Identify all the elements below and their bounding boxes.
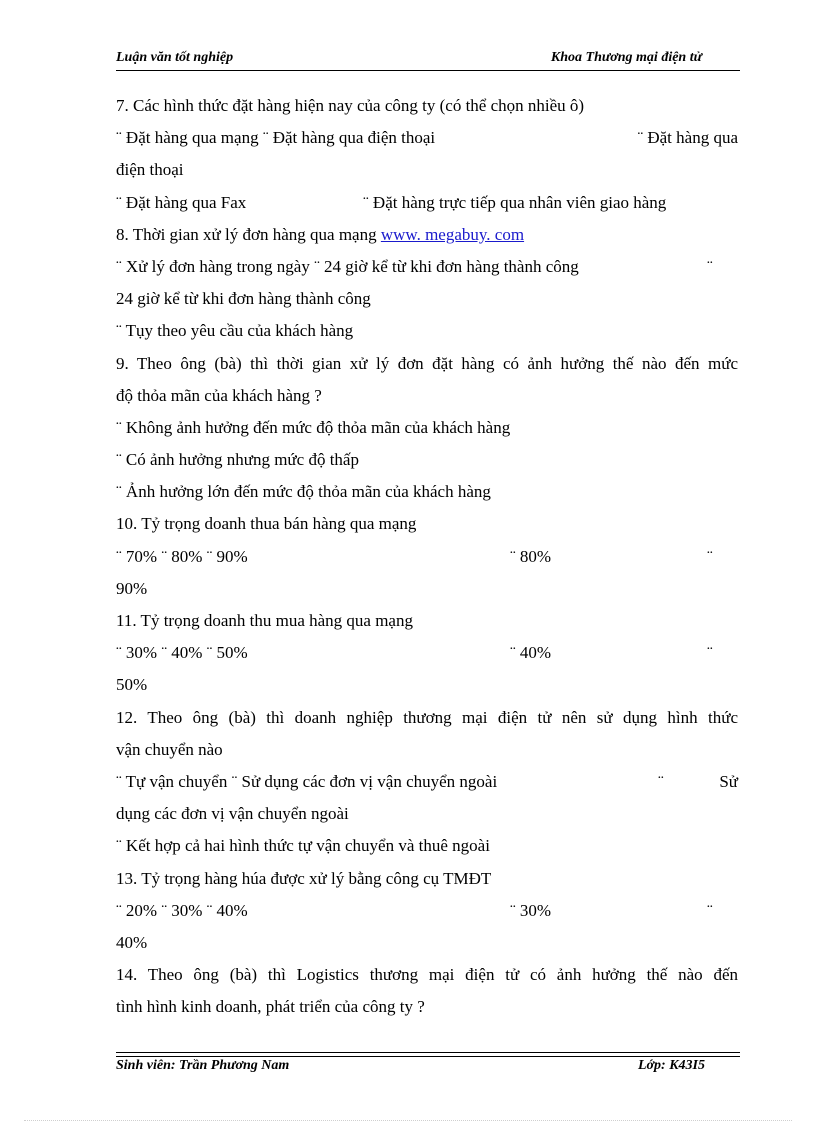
- q8-line3: ¨ Tụy theo yêu cầu của khách hàng: [116, 321, 354, 341]
- q13-title: 13. Tỷ trọng hàng húa được xử lý bằng công cụ TMĐT: [116, 868, 492, 888]
- q7-line2: điện thoại: [116, 160, 184, 180]
- q13-option-mid: ¨ 30%: [510, 900, 552, 920]
- page-edge-divider: [24, 1120, 792, 1121]
- footer-student: Sinh viên: Trần Phương Nam: [116, 1058, 290, 1073]
- q7-option-tail: ¨ Đặt hàng qua: [637, 128, 738, 148]
- header-title-right: Khoa Thương mại điện tử: [550, 50, 702, 65]
- q12-line1: [116, 766, 738, 798]
- q10-options: ¨ 70% ¨ 80% ¨ 90%: [116, 546, 248, 566]
- q9-option3: ¨ Ảnh hưởng lớn đến mức độ thỏa mãn của khách hàng: [116, 482, 491, 502]
- page-footer: [116, 1057, 740, 1079]
- footer-class: Lớp: K43I5: [637, 1058, 705, 1073]
- q9-title-line1: 9. Theo ông (bà) thì thời gian xử lý đơn đặt hàng có ảnh hưởng thế nào đến mức: [116, 353, 738, 373]
- megabuy-link[interactable]: www. megabuy. com: [380, 224, 525, 244]
- q11-option-tail: ¨: [707, 643, 713, 663]
- q12-line3: ¨ Kết hợp cả hai hình thức tự vận chuyển và thuê ngoài: [116, 836, 490, 856]
- q11-line2: 50%: [116, 675, 148, 695]
- page-header: [116, 48, 740, 71]
- q13-line1: [116, 895, 738, 927]
- q14-title-line1: 14. Theo ông (bà) thì Logistics thương mại điện tử có ảnh hưởng thế nào đến: [116, 965, 738, 985]
- q8-option-tail: ¨: [707, 256, 713, 276]
- q8-line2: 24 giờ kể từ khi đơn hàng thành công: [116, 289, 371, 309]
- q10-option-mid: ¨ 80%: [510, 546, 552, 566]
- q11-options: ¨ 30% ¨ 40% ¨ 50%: [116, 643, 248, 663]
- q7-line1: [116, 122, 738, 154]
- q13-line2: 40%: [116, 932, 148, 952]
- q11-line1: [116, 637, 738, 669]
- q13-option-tail: ¨: [707, 900, 713, 920]
- q9-title-line2: độ thỏa mãn của khách hàng ?: [116, 385, 322, 405]
- q12-option-tail: Sử: [719, 771, 738, 791]
- q8-options-a: ¨ Xử lý đơn hàng trong ngày ¨ 24 giờ kể từ khi đơn hàng thành công: [116, 256, 579, 276]
- q10-option-tail: ¨: [707, 546, 713, 566]
- q7-option-direct: ¨ Đặt hàng trực tiếp qua nhân viên giao hàng: [363, 192, 667, 212]
- q11-option-mid: ¨ 40%: [510, 643, 552, 663]
- q12-options: ¨ Tự vận chuyển ¨ Sử dụng các đơn vị vận chuyển ngoài: [116, 771, 498, 791]
- q12-title-line2: vận chuyển nào: [116, 739, 223, 759]
- q10-line2: 90%: [116, 578, 148, 598]
- q10-line1: [116, 541, 738, 573]
- q8-title-text: 8. Thời gian xử lý đơn hàng qua mạng: [116, 224, 377, 244]
- q7-options-a: ¨ Đặt hàng qua mạng ¨ Đặt hàng qua điện thoại: [116, 128, 436, 148]
- q7-line3: [116, 187, 738, 219]
- q9-option1: ¨ Không ảnh hưởng đến mức độ thỏa mãn của khách hàng: [116, 417, 511, 437]
- header-title-left: Luận văn tốt nghiệp: [116, 50, 234, 65]
- q9-option2: ¨ Có ảnh hưởng nhưng mức độ thấp: [116, 450, 359, 470]
- q12-line2: dụng các đơn vị vận chuyển ngoài: [116, 804, 349, 824]
- q7-option-fax: ¨ Đặt hàng qua Fax: [116, 192, 247, 212]
- document-body: [116, 90, 738, 1023]
- q11-title: 11. Tỷ trọng doanh thu mua hàng qua mạng: [116, 611, 413, 630]
- q12-option-mid: ¨: [658, 771, 664, 791]
- q8-title: [116, 219, 738, 251]
- footer-rule-top: [116, 1052, 740, 1053]
- q13-options: ¨ 20% ¨ 30% ¨ 40%: [116, 900, 248, 920]
- q8-line1: [116, 251, 738, 283]
- q10-title: 10. Tỷ trọng doanh thua bán hàng qua mạng: [116, 514, 417, 534]
- q7-title: 7. Các hình thức đặt hàng hiện nay của công ty (có thể chọn nhiều ô): [116, 96, 585, 115]
- q12-title-line1: 12. Theo ông (bà) thì doanh nghiệp thương mại điện tử nên sử dụng hình thức: [116, 707, 738, 727]
- q14-title-line2: tình hình kinh doanh, phát triển của công ty ?: [116, 997, 425, 1017]
